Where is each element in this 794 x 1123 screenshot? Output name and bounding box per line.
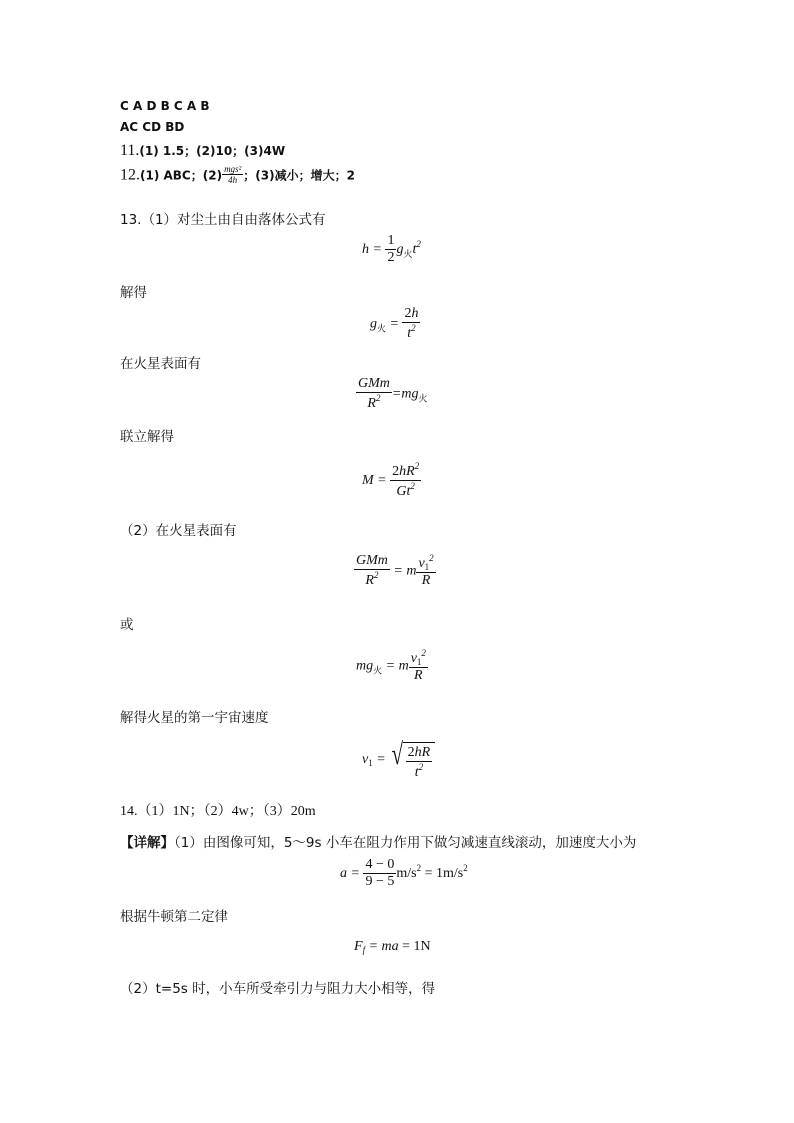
mc-answers-line1: C A D B C A B [120,99,210,113]
detail-text: （1）由图像可知，5～9s 小车在阻力作用下做匀减速直线滚动，加速度大小为 [174,835,637,851]
q12-text-b: ；(3)减小；增大；2 [243,168,355,183]
q14-part2-label: （2）t=5s 时，小车所受牵引力与阻力大小相等，得 [120,981,436,997]
q12-number: 12. [120,166,140,184]
eq-acceleration: a = $\frac{4 - 0}{9 - 5}$ $m/s^2 = 1m/s^2$ [340,857,468,890]
eq-free-fall: h = $\frac{1}{2}$ $g_火t^2$ [362,233,421,266]
q14-header: 14.（1）1N；（2）4w；（3）20m [120,804,316,819]
q13-solve-label: 解得 [120,285,147,301]
q11-text: (1) 1.5；(2)10；(3)4W [139,144,286,158]
q12-answer [120,164,355,186]
q11-answer [120,140,285,160]
eq-gravity-surface: $\frac{\text{GMm}}{R^2}$ $=mg_火$ [358,376,428,412]
q13-surface-label: 在火星表面有 [120,356,201,372]
eq-friction: $F_f$ = ma = 1N [354,939,431,955]
eq-orbital: $\frac{\text{GMm}}{R^2}$ = m $\frac{v_1^2}{R}$ [356,553,434,589]
q12-frac-den: 4h [222,174,243,185]
eq-orbital-alt: $mg_火 = m$ $\frac{v_1^2}{R}$ [356,648,426,684]
eq-g-mars: $g_火$ = $\frac{2h}{t^2}$ [370,306,419,342]
q13-or-label: 或 [120,617,134,633]
q12-fraction [222,164,243,186]
q14-detail [120,831,636,851]
q12-frac-num: mgs² [224,164,242,174]
mc-answers-line2: AC CD BD [120,120,185,134]
q13-cosmic-label: 解得火星的第一宇宙速度 [120,710,269,726]
q12-text-a: (1) ABC；(2) [140,168,223,183]
q14-newton-label: 根据牛顿第二定律 [120,909,228,925]
eq-mass: M = $\frac{2hR^2}{Gt^2}$ [362,461,420,500]
detail-tag: 【详解】 [120,835,174,851]
q11-number: 11. [120,142,140,159]
q13-intro: 13.（1）对尘土由自由落体公式有 [120,212,326,228]
eq-first-cosmic-velocity: $v_1$ = √ $\frac{2hR}{t^2}$ [362,738,435,781]
q13-part2-label: （2）在火星表面有 [120,523,237,539]
q13-combine-label: 联立解得 [120,429,174,445]
